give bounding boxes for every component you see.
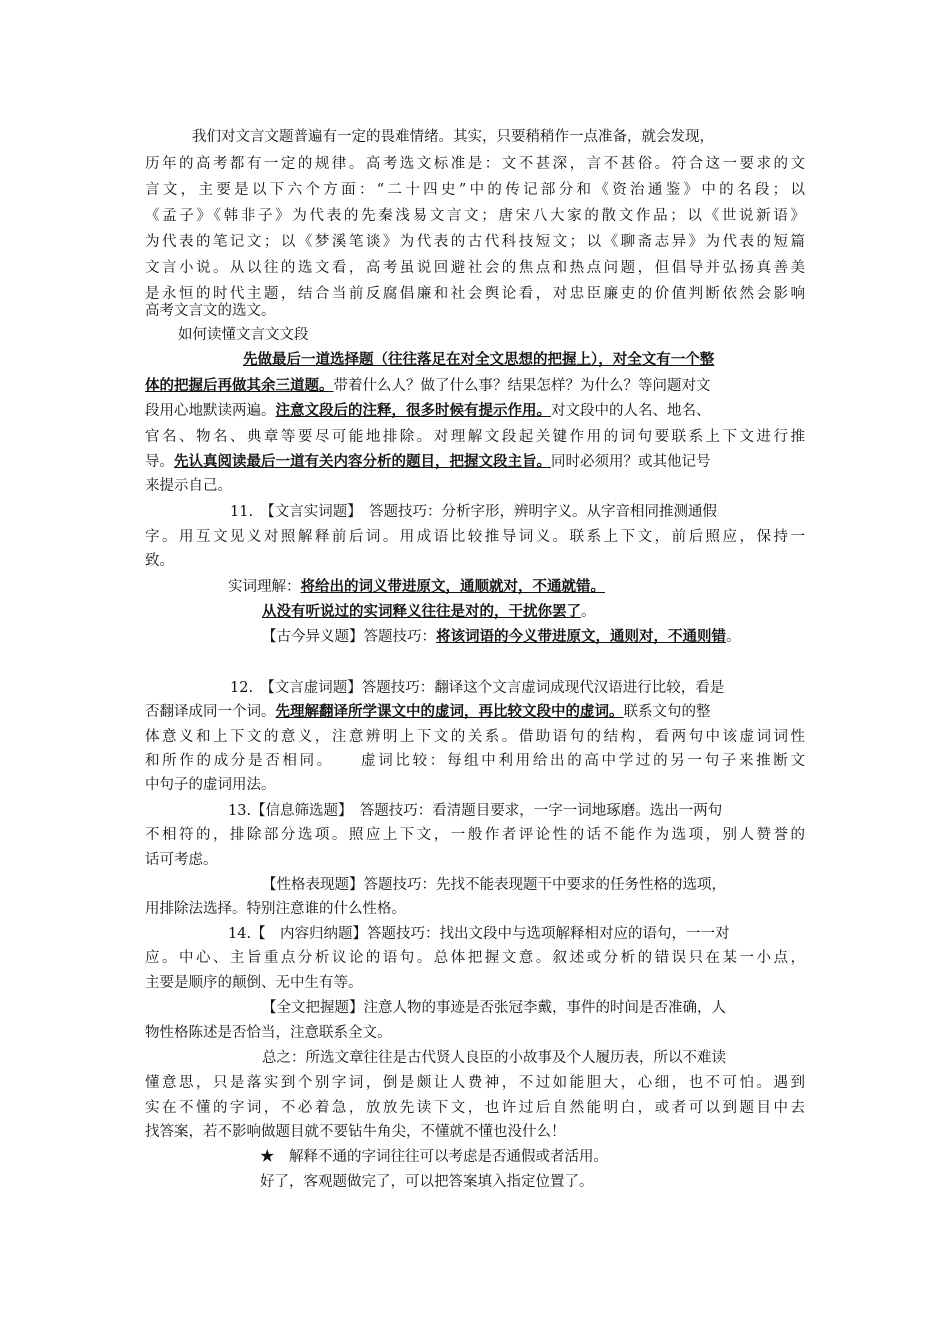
reading-text: 段用心地默读两遍。	[145, 403, 276, 419]
q11-line: 字。用互文见义对照解释前后词。用成语比较推导词义。联系上下文，前后照应，保持一	[145, 529, 805, 545]
q12-line: 中句子的虚词用法。	[145, 777, 276, 793]
intro-line: 为代表的笔记文；以《梦溪笔谈》为代表的古代科技短文；以《聊斋志异》为代表的短篇	[145, 234, 805, 250]
q13-line: 不相符的，排除部分选项。照应上下文，一般作者评论性的话不能作为选项，别人赞誉的	[145, 827, 805, 843]
intro-line: 高考文言文的选文。	[145, 303, 276, 319]
xingge-line: 【性格表现题】答题技巧：先找不能表现题干中要求的任务性格的选项，	[262, 877, 726, 893]
key-tip: 体的把握后再做其余三道题。	[145, 377, 334, 394]
reading-line	[243, 348, 803, 372]
quanwen-line: 物性格陈述是否恰当，注意联系全文。	[145, 1025, 392, 1041]
section-heading: 如何读懂文言文文段	[178, 327, 309, 343]
reading-text: 联系文句的整	[623, 704, 711, 720]
intro-line: 《孟子》《韩非子》为代表的先秦浅易文言文；唐宋八大家的散文作品；以《世说新语》	[145, 208, 805, 224]
reading-text: 。	[726, 629, 741, 645]
summary-line: 总之：所选文章往往是古代贤人良臣的小故事及个人履历表，所以不难读	[262, 1050, 726, 1066]
guji-label: 【古今异义题】答题技巧：	[262, 629, 436, 645]
summary-line: 实在不懂的字词，不必着急，放放先读下文，也许过后自然能明白，或者可以到题目中去	[145, 1100, 805, 1116]
q11-line: 致。	[145, 553, 174, 569]
reading-text: 带着什么人？做了什么事？结果怎样？为什么？等问题对文	[333, 378, 711, 394]
q13-line: 13.【信息筛选题】 答题技巧：看清题目要求，一字一词地琢磨。选出一两句	[228, 803, 723, 819]
reading-text: 同时必须用？或其他记号	[551, 454, 711, 470]
key-tip: 先做最后一道选择题（往往落足在对全文思想的把握上），对全文有一个整	[243, 351, 715, 368]
reading-line	[145, 374, 805, 398]
q12-line: 和所作的成分是否相同。 虚词比较：每组中利用给出的高中学过的另一句子来推断文	[145, 753, 805, 769]
reading-line: 官名、物名、典章等要尽可能地排除。对理解文段起关键作用的词句要联系上下文进行推	[145, 429, 805, 445]
reading-line	[145, 399, 805, 423]
q14-line: 14.【 内容归纳题】答题技巧：找出文段中与选项解释相对应的语句，一一对	[228, 926, 730, 942]
q11-line: 11. 【文言实词题】 答题技巧：分析字形，辨明字义。从字音相同推测通假	[230, 504, 718, 520]
shici-label: 实词理解：	[228, 579, 301, 595]
q14-line: 应。中心、主旨重点分析议论的语句。总体把握文意。叙述或分析的错误只在某一小点，	[145, 950, 805, 966]
key-tip: 将该词语的今义带进原文，通则对，不通则错	[436, 628, 726, 645]
key-tip: 注意文段后的注释，很多时候有提示作用。	[275, 402, 551, 419]
intro-line: 历年的高考都有一定的规律。高考选文标准是：文不甚深，言不甚俗。符合这一要求的文	[145, 156, 805, 172]
final-line: 好了，客观题做完了，可以把答案填入指定位置了。	[260, 1174, 594, 1190]
guji-line	[262, 625, 922, 649]
q12-line: 12. 【文言虚词题】答题技巧：翻译这个文言虚词成现代汉语进行比较，看是	[230, 680, 725, 696]
q12-line: 体意义和上下文的意义，注意辨明上下文的关系。借助语句的结构，看两句中该虚词词性	[145, 729, 805, 745]
intro-line: 是永恒的时代主题，结合当前反腐倡廉和社会舆论看，对忠臣廉吏的价值判断依然会影响	[145, 286, 805, 302]
key-tip: 先理解翻译所学课文中的虚词，再比较文段中的虚词。	[275, 703, 624, 720]
reading-line	[145, 450, 805, 474]
summary-line: 找答案，若不影响做题目就不要钻牛角尖，不懂就不懂也没什么！	[145, 1124, 566, 1140]
reading-text: 。	[581, 604, 596, 620]
q12-line	[145, 700, 805, 724]
shici-line	[228, 575, 888, 599]
key-tip: 先认真阅读最后一道有关内容分析的题目，把握文段主旨。	[174, 453, 551, 470]
reading-text: 导。	[145, 454, 174, 470]
quanwen-line: 【全文把握题】注意人物的事迹是否张冠李戴，事件的时间是否准确，人	[262, 1000, 726, 1016]
intro-line: 我们对文言文题普遍有一定的畏难情绪。其实，只要稍稍作一点准备，就会发现，	[192, 129, 714, 145]
q13-line: 话可考虑。	[145, 852, 218, 868]
q14-line: 主要是顺序的颠倒、无中生有等。	[145, 975, 363, 991]
reading-text: 否翻译成同一个词。	[145, 704, 276, 720]
intro-line: 文言小说。从以往的选文看，高考虽说回避社会的焦点和热点问题，但倡导并弘扬真善美	[145, 260, 805, 276]
star-tip-line: ★ 解释不通的字词往往可以考虑是否通假或者活用。	[260, 1149, 608, 1165]
xingge-line: 用排除法选择。特别注意谁的什么性格。	[145, 901, 406, 917]
reading-text: 对文段中的人名、地名、	[551, 403, 711, 419]
summary-line: 懂意思，只是落实到个别字词，倒是颇让人费神，不过如能胆大，心细，也不可怕。遇到	[145, 1075, 805, 1091]
reading-line: 来提示自己。	[145, 478, 232, 494]
key-tip: 将给出的词义带进原文，通顺就对，不通就错。	[300, 578, 605, 595]
never-line	[262, 600, 922, 624]
intro-line: 言文，主要是以下六个方面：“二十四史”中的传记部分和《资治通鉴》中的名段；以	[145, 182, 805, 198]
key-tip: 从没有听说过的实词释义往往是对的，干扰你罢了	[262, 603, 581, 620]
